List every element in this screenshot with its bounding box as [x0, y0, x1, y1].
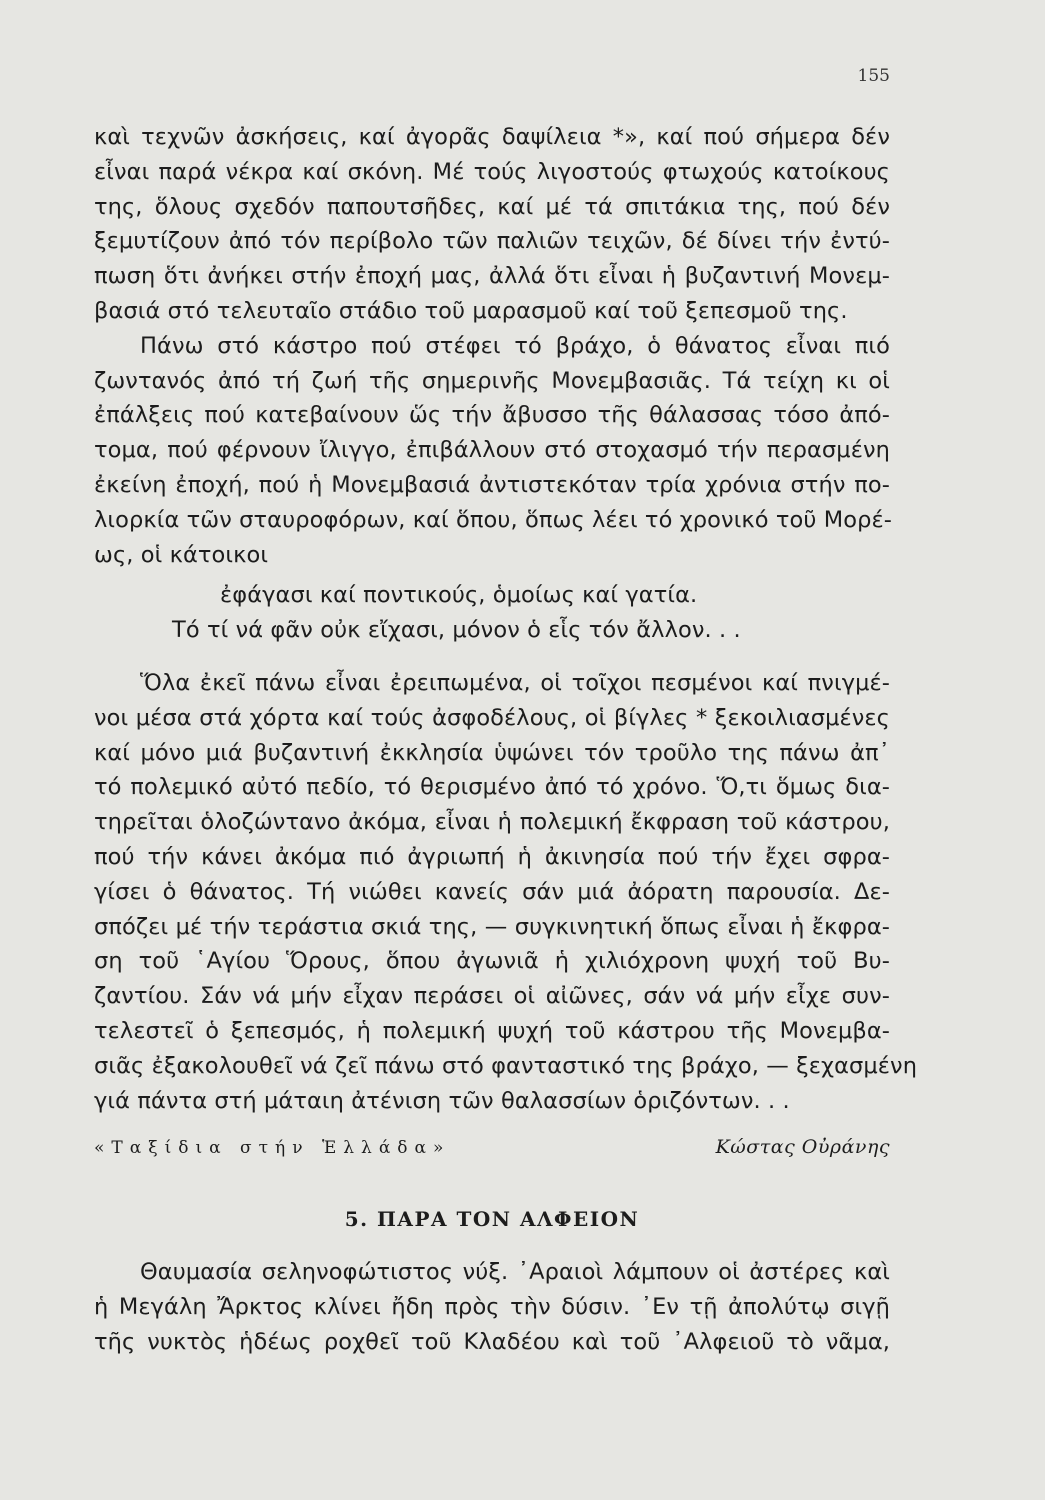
paragraph-3 — [94, 666, 918, 1118]
text-line: γιά πάντα στή μάταιη ἀτένιση τῶν θαλασσίων ὁριζόντων. . . — [94, 1087, 790, 1114]
text-line: καὶ τεχνῶν ἀσκήσεις, καί ἀγορᾶς δαψίλεια *», καί πού σήμερα δέν — [94, 124, 890, 150]
source-citation — [94, 1130, 890, 1166]
text-line: πωση ὅτι ἀνήκει στήν ἐποχή μας, ἀλλά ὅτι εἶναι ἡ βυζαντινή Μονεμ- — [94, 263, 890, 290]
text-line: γίσει ὁ θάνατος. Τή νιώθει κανείς σάν μιά ἀόρατη παρουσία. Δε- — [94, 878, 890, 905]
text-line: τομα, πού φέρνουν ἴλιγγο, ἐπιβάλλουν στό στοχασμό τήν περασμένη — [94, 437, 890, 464]
text-line: ἐκείνη ἐποχή, πού ἡ Μονεμβασιά ἀντιστεκόταν τρία χρόνια στήν πο- — [94, 471, 890, 498]
text-line: ζαντίου. Σάν νά μήν εἶχαν περάσει οἱ αἰῶνες, σάν νά μήν εἶχε συν- — [94, 983, 890, 1010]
text-line: Θαυμασία σεληνοφώτιστος νύξ. ᾿Αραιοὶ λάμπουν οἱ ἀστέρες καὶ — [140, 1258, 890, 1285]
text-line: ἐπάλξεις πού κατεβαίνουν ὥς τήν ἄβυσσο τῆς θάλασσας τόσο ἀπό- — [94, 402, 890, 429]
text-line: ξεμυτίζουν ἀπό τόν περίβολο τῶν παλιῶν τειχῶν, δέ δίνει τήν ἐντύ- — [94, 228, 890, 255]
paragraph-2 — [94, 329, 893, 573]
text-line: λιορκία τῶν σταυροφόρων, καί ὅπου, ὅπως λέει τό χρονικό τοῦ Μορέ- — [94, 506, 893, 533]
text-line: ζωντανός ἀπό τή ζωή τῆς σημερινῆς Μονεμβασιᾶς. Τά τείχη κι οἱ — [94, 367, 890, 394]
page-number: 155 — [857, 66, 890, 86]
paragraph-4 — [94, 1255, 890, 1359]
verse-line: Τό τί νά φᾶν οὐκ εἴχασι, μόνον ὁ εἷς τόν ἄλλον. . . — [172, 617, 741, 644]
section-heading: 5. ΠΑΡΑ ΤΟΝ ΑΛΦΕΙΟΝ — [344, 1207, 640, 1232]
verse-line: ἐφάγασι καί ποντικούς, ὁμοίως καί γατία. — [220, 582, 698, 609]
text-line: της, ὅλους σχεδόν παπουτσῆδες, καί μέ τά σπιτάκια της, πού δέν — [94, 193, 890, 220]
text-line: τελεστεῖ ὁ ξεπεσμός, ἡ πολεμική ψυχή τοῦ κάστρου τῆς Μονεμβα- — [94, 1017, 890, 1044]
text-line: Ὅλα ἐκεῖ πάνω εἶναι ἐρειπωμένα, οἱ τοῖχοι πεσμένοι καί πνιγμέ- — [140, 669, 890, 696]
text-line: ἡ Μεγάλη Ἄρκτος κλίνει ἤδη πρὸς τὴν δύσιν. ᾿Εν τῇ ἀπολύτῳ σιγῇ — [94, 1293, 890, 1320]
text-line: πού τήν κάνει ἀκόμα πιό ἀγριωπή ἡ ἀκινησία πού τήν ἔχει σφρα- — [94, 843, 890, 870]
text-line: εἶναι παρά νέκρα καί σκόνη. Μέ τούς λιγοστούς φτωχούς κατοίκους — [94, 158, 890, 185]
text-line: τῆς νυκτὸς ἡδέως ροχθεῖ τοῦ Κλαδέου καὶ τοῦ ᾿Αλφειοῦ τὸ νᾶμα, — [94, 1328, 890, 1355]
verse-quote — [94, 578, 890, 648]
body-text — [94, 120, 918, 1359]
text-line: τό πολεμικό αὐτό πεδίο, τό θερισμένο ἀπό τό χρόνο. Ὅ,τι ὅμως δια- — [94, 774, 890, 801]
text-line: νοι μέσα στά χόρτα καί τούς ἀσφοδέλους, οἱ βίγλες * ξεκοιλιασμένες — [94, 704, 890, 731]
text-line: καί μόνο μιά βυζαντινή ἐκκλησία ὑψώνει τόν τροῦλο της πάνω ἀπ᾿ — [94, 739, 890, 766]
text-line: Πάνω στό κάστρο πού στέφει τό βράχο, ὁ θάνατος εἶναι πιό — [140, 332, 890, 359]
paragraph-1 — [94, 120, 890, 329]
text-line: ως, οἱ κάτοικοι — [94, 541, 269, 568]
text-line: τηρεῖται ὁλοζώντανο ἀκόμα, εἶναι ἡ πολεμική ἔκφραση τοῦ κάστρου, — [94, 809, 890, 836]
source-title: «Ταξίδια στήν Ἑλλάδα» — [94, 1138, 451, 1159]
text-line: σιᾶς ἐξακολουθεῖ νά ζεῖ πάνω στό φανταστικό της βράχο, — ξεχασμένη — [94, 1052, 918, 1079]
source-author: Κώστας Οὐράνης — [715, 1136, 890, 1159]
text-line: βασιά στό τελευταῖο στάδιο τοῦ μαρασμοῦ καί τοῦ ξεπεσμοῦ της. — [94, 297, 848, 324]
text-line: ση τοῦ ῾Αγίου Ὅρους, ὅπου ἀγωνιᾶ ἡ χιλιόχρονη ψυχή τοῦ Βυ- — [94, 948, 890, 975]
text-line: σπόζει μέ τήν τεράστια σκιά της, — συγκινητική ὅπως εἶναι ἡ ἔκφρα- — [94, 913, 890, 940]
